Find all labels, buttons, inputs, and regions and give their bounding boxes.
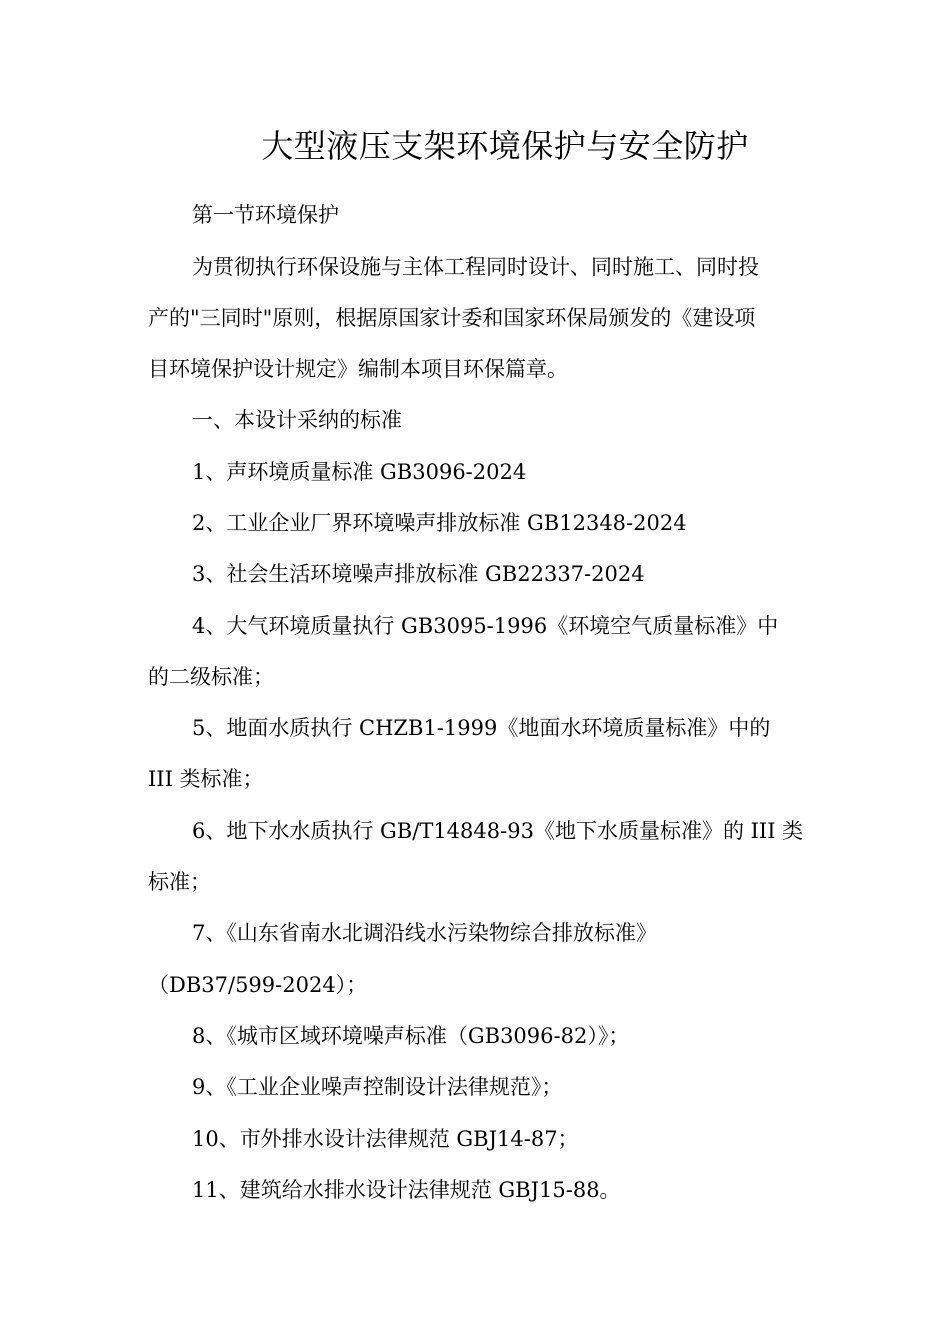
intro-paragraph-line-2: 产的"三同时"原则，根据原国家计委和国家环保局颁发的《建设项 [148,306,756,330]
standard-item-5-line-2: III 类标准； [148,767,264,791]
standard-item-5-line-1: 5、地面水质执行 CHZB1-1999《地面水环境质量标准》中的 [192,716,771,740]
intro-paragraph-line-1: 为贯彻执行环保设施与主体工程同时设计、同时施工、同时投 [192,255,759,279]
standards-subheading: 一、本设计采纳的标准 [192,408,402,432]
standard-item-9: 9、《工业企业噪声控制设计法律规范》； [192,1075,563,1099]
standard-item-1: 1、声环境质量标准 GB3096-2024 [192,460,527,484]
standard-item-2: 2、工业企业厂界环境噪声排放标准 GB12348-2024 [192,511,687,535]
standard-item-11: 11、建筑给水排水设计法律规范 GBJ15-88。 [192,1178,621,1202]
standard-item-3: 3、社会生活环境噪声排放标准 GB22337-2024 [192,562,645,586]
standard-item-6-line-1: 6、地下水水质执行 GB/T14848-93《地下水质量标准》的 III 类 [192,819,804,843]
standard-item-7-line-1: 7、《山东省南水北调沿线水污染物综合排放标准》 [192,921,657,945]
standard-item-6-line-2: 标准； [148,870,211,894]
standard-item-8: 8、《城市区域环境噪声标准（GB3096-82）》； [192,1024,630,1048]
intro-paragraph-line-3: 目环境保护设计规定》编制本项目环保篇章。 [148,357,568,381]
document-title: 大型液压支架环境保护与安全防护 [261,127,749,165]
standard-item-7-line-2: （DB37/599-2024）； [148,973,368,997]
standard-item-4-line-2: 的二级标准； [148,665,274,689]
standard-item-10: 10、市外排水设计法律规范 GBJ14-87； [192,1127,579,1151]
standard-item-4-line-1: 4、大气环境质量执行 GB3095-1996《环境空气质量标准》中 [192,614,779,638]
section-heading: 第一节环境保护 [192,203,339,227]
